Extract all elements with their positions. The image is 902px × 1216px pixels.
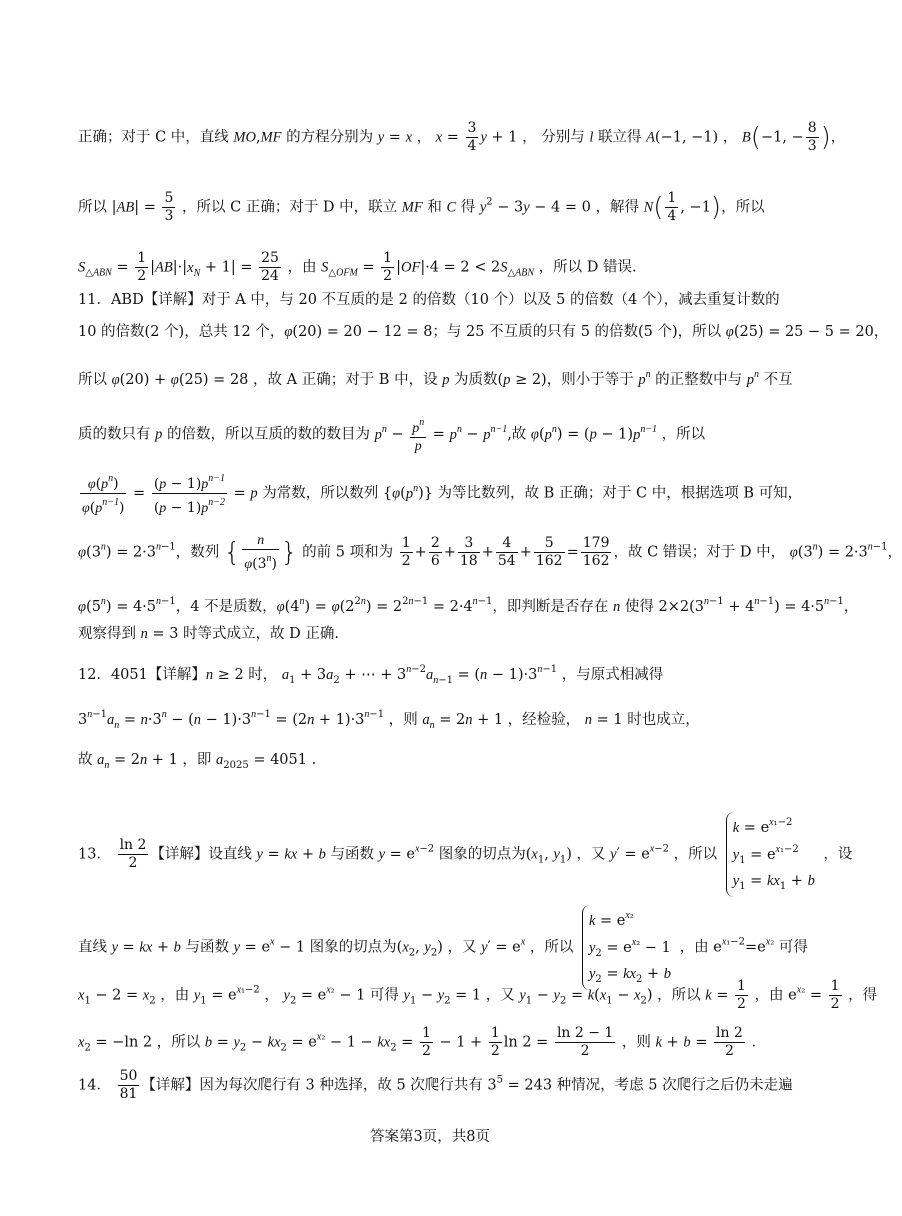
q12-line-3: 故 $a_n = 2n + 1$ ，即 $a_{2025} = 4051$ . — [78, 752, 317, 771]
q14-answer: $\frac{50}{81}$ — [119, 1068, 138, 1102]
q13-line-4: $x_2 = -\ln$ 2 ，所以 $b = y_2 - kx_2 = e^{x_2} - 1 - kx_2$ = $\frac{1}{2}$ − 1 + $\frac{1}{2}$ ln 2 = $\frac{\ln 2 - 1}{2}$ ，则 k + b = $\frac{\ln 2}{2}$ . — [78, 1025, 757, 1059]
q11-line-1: 11．ABD【详解】对于 A 中，与 20 不互质的是 2 的倍数（10 个）以及 5 的倍数（4 个），减去重复计数的 — [78, 292, 780, 308]
q12-line-1: 12．4051【详解】n ≥ 2 时， $a_1 + 3a_2$ + ⋯ + $3^{n-2}a_{n-1} = (n - 1)\cdot 3^{n-1}$ ，与原式相减得 — [78, 664, 664, 686]
q12-label: 12．4051【详解】 — [78, 667, 206, 683]
line-1: 正确；对于 C 中，直线 MO,MF 的方程分别为 y = x ， x = $\frac{3}{4}$ y + 1 ， 分别与 l 联立得 A(−1, −1) ， B(−1, − $\frac{8}{3}$ )， — [78, 120, 846, 154]
line-3: $S_{\triangle ABN}$ = $\frac{1}{2}$ $|AB|\cdot|x_N + 1|$ = $\frac{25}{24}$ ，由 $S_{\triangle OFM}$ = $\frac{1}{2}$ $|OF|\cdot 4 = 2 < 2S_{\triangle ABN}$ ，所以 D 错误. — [78, 250, 637, 284]
page-footer: 答案第3页，共8页 — [370, 1129, 490, 1145]
q14-line-1: 14． $\frac{50}{81}$ 【详解】因为每次爬行有 3 种选择，故 5 次爬行共有 $3^5 = 243$ 种情况，考虑 5 次爬行之后仍未走遍 — [78, 1068, 793, 1102]
q11-line-4: 质的数只有 p 的倍数，所以互质的数的数目为 $p^n$ − $\frac{p^n}{p}$ = $p^n - p^{n-1}$,故 $\varphi(p^n) = (p - 1)p^{n-1}$ ，所以 — [78, 414, 808, 455]
q11-label: 11．ABD【详解】 — [78, 292, 202, 308]
q13-line-1: 13． $\frac{\ln 2}{2}$ 【详解】设直线 y = kx + b 与函数 $y = e^{x-2}$ 图象的切点为($x_1$, $y_1$) ，又 $y' = e^{x-2}$ ，所以 $k = e^{x_1-2}$ $y_1 = e^{x_1-2}$ $y_1 = kx_1 + b$ ，设 — [78, 812, 808, 897]
q13-answer: $\frac{\ln 2}{2}$ — [119, 837, 147, 871]
q12-line-2: $3^{n-1}a_n = n\cdot 3^n - (n - 1)\cdot 3^{n-1} = (2n + 1)\cdot 3^{n-1}$ ，则 $a_n = 2n + 1$ ，经检验， n = 1 时也成立， — [78, 709, 700, 731]
q11-line-2: 10 的倍数(2 个)，总共 12 个，φ(20) = 20 − 12 = 8；与 25 不互质的只有 5 的倍数(5 个)，所以 φ(25) = 25 − 5 = 20， — [78, 324, 889, 340]
q11-line-3: 所以 φ(20) + φ(25) = 28 ，故 A 正确；对于 B 中，设 p 为质数(p ≥ 2)，则小于等于 $p^n$ 的正整数中与 $p^n$ 不互 — [78, 369, 793, 388]
q11-line-6: $\varphi(3^n) = 2\cdot 3^{n-1}$，数列 { $\frac{n}{\varphi(3^n)}$ } 的前 5 项和为 $\frac{1}{2}$ + $\frac{2}{6}$ + $\frac{3}{18}$ + $\frac{4}{54}$ + $\frac{5}{162}$ = $\frac{179}{162}$ ，故 C 错误；对于 D 中， $\varphi(3^n) = 2\cdot 3^{n-1}$， — [78, 533, 902, 572]
q13-line-2: 直线 y = kx + b 与函数 $y = e^x - 1$ 图象的切点为($x_2$, $y_2$) ，又 $y' = e^x$ ，所以 $k = e^{x_2}$ $y_2 = e^{x_2} - 1$ $y_2 = kx_2 + b$ ，由 $e^{x_1-2}=e^{x_2}$ 可得 — [78, 905, 808, 990]
line-2: 所以 |AB| = $\frac{5}{3}$ ，所以 C 正确；对于 D 中，联立 MF 和 C 得 $y^2 - 3y - 4 = 0$ ，解得 N( $\frac{1}{4}$ , −1)，所以 — [78, 190, 765, 224]
q13-line-3: $x_1 - 2 = x_2$ ，由 $y_1 = e^{x_1-2}$ ， $y_2 = e^{x_2} - 1$ 可得 $y_1 - y_2 = 1$ ，又 $y_1 - y_2 = k(x_1 - x_2)$ ，所以 k = $\frac{1}{2}$ ，由 $e^{x_2}$ = $\frac{1}{2}$ ，得 — [78, 978, 878, 1012]
q11-line-5: $\frac{\varphi(p^n)}{\varphi(p^{n-1})}$ = $\frac{(p - 1)p^{n-1}}{(p - 1)p^{n-2}}$ = p 为常数，所以数列 $\{\varphi(p^n)\}$ 为等比数列，故 B 正确；对于 C 中，根据选项 B 可知， — [78, 470, 808, 517]
q11-line-8: 观察得到 n = 3 时等式成立，故 D 正确. — [78, 626, 340, 642]
q11-line-7: $\varphi(5^n) = 4\cdot 5^{n-1}$，4 不是质数，$\varphi(4^n) = \varphi(2^{2n}) = 2^{2n-1} = 2\cdot 4^{n-1}$，即判断是否存在 n 使得 $2\times 2(3^{n-1} + 4^{n-1}) = 4\cdot 5^{n-1}$， — [78, 596, 859, 615]
